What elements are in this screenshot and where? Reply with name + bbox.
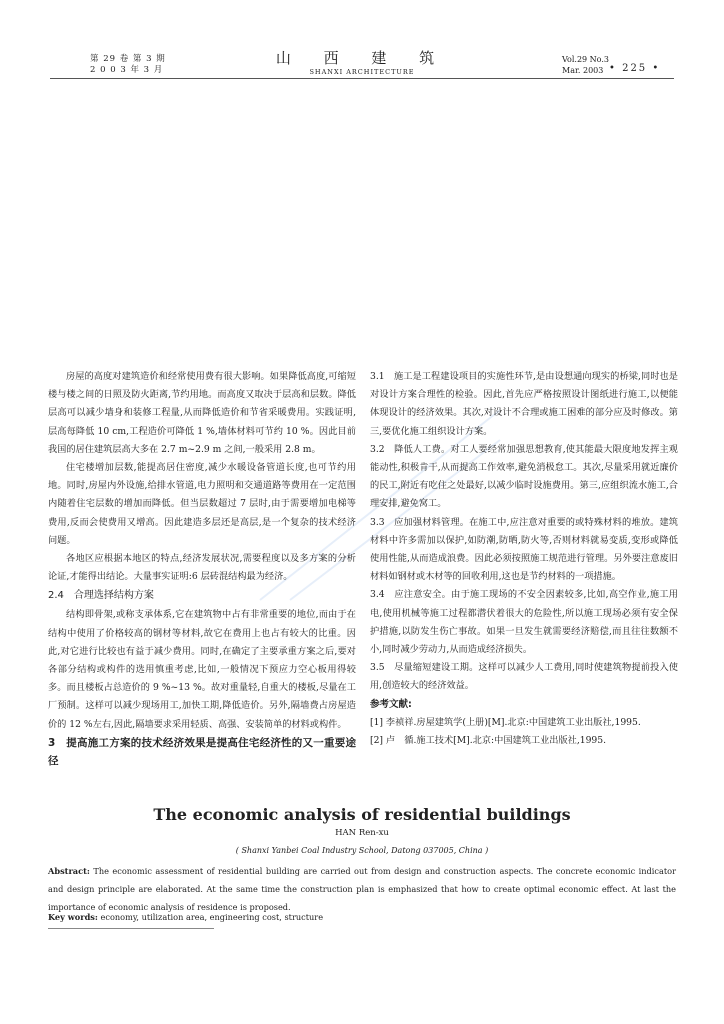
keywords-text: economy, utilization area, engineering cost, structure (100, 912, 324, 922)
paragraph: 结构即骨架,或称支承体系,它在建筑物中占有非常重要的地位,而由于在结构中使用了价格较高的钢材等材料,故它在费用上也占有较大的比重。因此,对它进行比较也有益于减少费用。同时,在确定了主要承重方案之后,要对各部分结构或构件的选用慎重考虑,比如,一般情况下预应力空心板用得较多。而且楼板占总造价的 9 %~13 %。故对重量轻,自重大的楼板,尽量在工厂预制。这样可以减少现场用工,加快工期,降低造价。另外,隔墙费占房屋造价的 12 %左右,因此,隔墙要求采用轻质、高强、安装简单的材料或构件。 (48, 609, 356, 730)
section-heading-2-4: 2.4 合理选择结构方案 (48, 590, 154, 602)
paragraph: 各地区应根据本地区的特点,经济发展状况,需要程度以及多方案的分析论证,才能得出结论。大量事实证明:6 层砖混结构最为经济。 (48, 553, 356, 583)
right-column (370, 368, 678, 750)
english-title: The economic analysis of residential buildings (153, 805, 571, 824)
journal-title-cn: 山 西 建 筑 (275, 49, 449, 67)
header-right (562, 54, 661, 76)
reference-item: [2] 卢 循.施工技术[M].北京:中国建筑工业出版社,1995. (370, 735, 607, 747)
english-abstract (48, 862, 676, 916)
references-title: 参考文献: (370, 698, 412, 710)
abstract-text: The economic assessment of residential building are carried out from design and construction aspects. The concrete economic indicator and design principle are elaborated. At the same time the construction plan is emphasized that how to create optimal economic effect. At last the importance of economic analysis of residence is proposed. (48, 866, 676, 912)
keywords-label: Key words: (48, 912, 98, 922)
paragraph: 住宅楼增加层数,能提高居住密度,减少水暖设备管道长度,也可节约用地。同时,房屋内外设施,给排水管道,电力照明和交通道路等费用在一定范围内随着住宅层数的增加而降低。但当层数超过 7 层时,由于需要增加电梯等费用,反而会使费用又增高。因此建造多层还是高层,是一个复杂的技术经济问题。 (48, 462, 356, 546)
reference-item: [1] 李祯祥.房屋建筑学(上册)[M].北京:中国建筑工业出版社,1995. (370, 716, 641, 728)
item-3-2: 3.2 降低人工费。对工人要经常加强思想教育,使其能最大限度地发挥主观能动性,积极肯干,从而提高工作效率,避免消极怠工。其次,尽量采用就近廉价的民工,附近有吃住之处最好,以减少临时设施费用。第三,应组织流水施工,合理安排,避免窝工。 (370, 443, 678, 510)
english-author: HAN Ren-xu (335, 828, 389, 838)
abstract-label: Abstract: (48, 866, 90, 876)
section-heading-3: 3 提高施工方案的技术经济效果是提高住宅经济性的又一重要途径 (48, 736, 356, 767)
item-3-5: 3.5 尽量缩短建设工期。这样可以减少人工费用,同时使建筑物提前投入使用,创造较大的经济效益。 (370, 662, 678, 692)
english-keywords (48, 910, 676, 924)
footer-rule (48, 928, 214, 929)
volume-issue-en: Vol.29 No.3 (562, 55, 609, 64)
header-rule (50, 78, 674, 79)
item-3-3: 3.3 应加强材料管理。在施工中,应注意对重要的或特殊材料的堆放。建筑材料中许多需加以保护,如防潮,防晒,防火等,否则材料就易变质,变形或降低使用性能,从而造成浪费。因此必须按照施工规范进行管理。另外要注意废旧材料如钢材或木材等的回收利用,这也是节约材料的一项措施。 (370, 516, 678, 583)
item-3-4: 3.4 应注意安全。由于施工现场的不安全因素较多,比如,高空作业,施工用电,使用机械等施工过程都潜伏着很大的危险性,所以施工现场必须有安全保护措施,以防发生伤亡事故。如果一旦发生就需要经济赔偿,而且往往数额不小,同时减少劳动力,从而造成经济损失。 (370, 589, 678, 656)
left-column (48, 368, 356, 770)
publication-date-en: Mar. 2003 (562, 66, 604, 75)
item-3-1: 3.1 施工是工程建设项目的实施性环节,是由设想通向现实的桥梁,同时也是对设计方案合理性的检验。因此,首先应严格按照设计图纸进行施工,以便能体现设计的经济效果。其次,对设计不合理或施工困难的部分应及时修改。第三,要优化施工组织设计方案。 (370, 371, 678, 437)
publication-date: 2 0 0 3 年 3 月 (90, 65, 164, 75)
volume-issue: 第 29 卷 第 3 期 (90, 54, 166, 64)
english-affiliation: ( Shanxi Yanbei Coal Industry School, Datong 037005, China ) (235, 846, 489, 855)
journal-title-en: SHANXI ARCHITECTURE (309, 68, 415, 76)
paragraph: 房屋的高度对建筑造价和经常使用费有很大影响。如果降低高度,可缩短楼与楼之间的日照及防火距离,节约用地。而高度又取决于层高和层数。降低层高可以减少墙身和装修工程量,从而降低造价和节省采暖费用。实践证明,层高每降低 10 cm,工程造价可降低 1 %,墙体材料可节约 10 %。因此目前我国的居住建筑层高大多在 2.7 m~2.9 m 之间,一般采用 2.8 m。 (48, 371, 356, 455)
page-number: • 225 • (609, 63, 661, 74)
